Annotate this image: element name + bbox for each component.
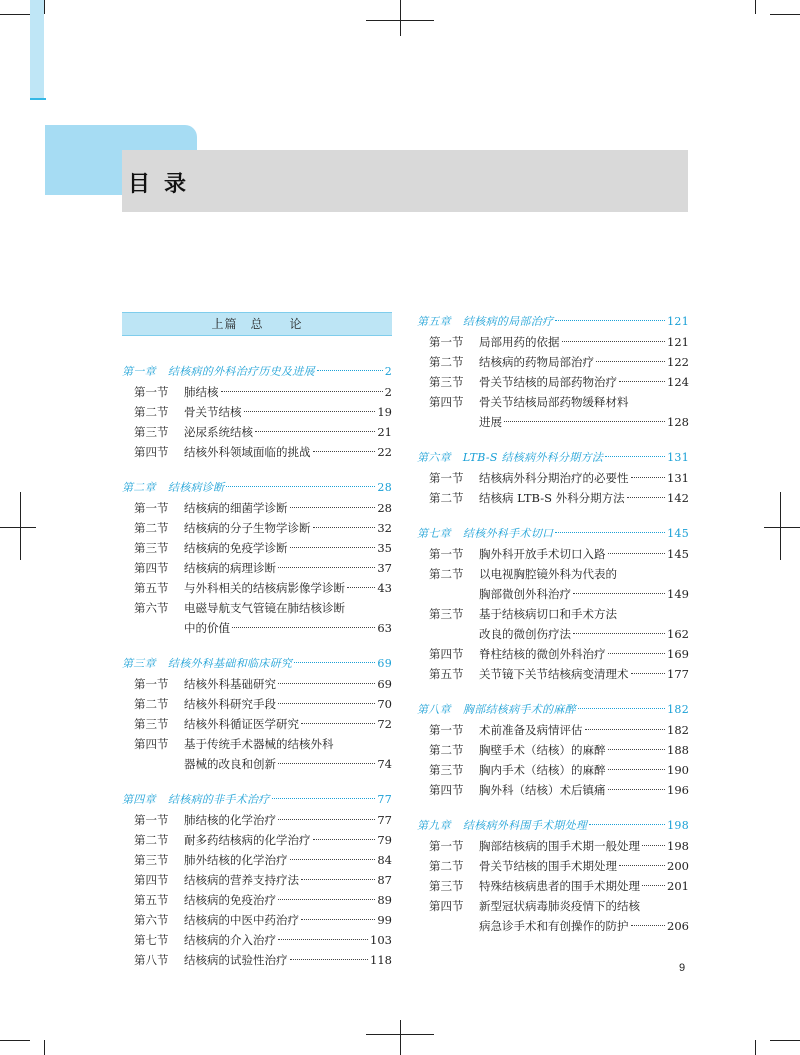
dot-leader xyxy=(278,939,368,940)
section-page: 32 xyxy=(377,521,392,535)
section-number: 第四节 xyxy=(134,873,169,887)
chapter-entry[interactable] xyxy=(417,448,689,468)
dot-leader xyxy=(290,547,376,548)
section-entry[interactable] xyxy=(122,890,392,910)
section-title: 胸内手术（结核）的麻醉 xyxy=(479,763,606,777)
section-title: 结核病的细菌学诊断 xyxy=(184,501,288,515)
chapter-title: 结核病外科围手术期处理 xyxy=(462,819,588,832)
section-entry[interactable] xyxy=(417,876,689,896)
chapter-number: 第三章 xyxy=(122,657,156,670)
dot-leader xyxy=(290,507,376,508)
section-page: 190 xyxy=(667,763,689,777)
dot-leader xyxy=(313,451,376,452)
dot-leader xyxy=(278,683,375,684)
section-title-continued: 器械的改良和创新 xyxy=(184,757,276,771)
section-title: 结核病的免疫治疗 xyxy=(184,893,276,907)
dot-leader xyxy=(585,729,666,730)
chapter-page: 198 xyxy=(667,819,689,832)
section-number: 第二节 xyxy=(134,697,169,711)
crop-mark xyxy=(44,0,45,14)
dot-leader xyxy=(290,959,369,960)
section-title-continued: 胸部微创外科治疗 xyxy=(479,587,571,601)
section-number: 第三节 xyxy=(429,763,464,777)
section-number: 第四节 xyxy=(134,737,169,751)
section-page: 21 xyxy=(377,425,392,439)
section-entry-continued[interactable] xyxy=(417,584,689,604)
section-number: 第四节 xyxy=(429,783,464,797)
chapter-block xyxy=(417,816,689,936)
section-page: 72 xyxy=(377,717,392,731)
section-title: 结核病的病理诊断 xyxy=(184,561,276,575)
crop-mark xyxy=(366,20,434,21)
section-page: 84 xyxy=(377,853,392,867)
section-title: 骨关节结核 xyxy=(184,405,242,419)
section-title: 结核外科领域面临的挑战 xyxy=(184,445,311,459)
section-number: 第二节 xyxy=(134,405,169,419)
section-page: 74 xyxy=(377,757,392,771)
section-entry[interactable] xyxy=(122,578,392,598)
section-number: 第三节 xyxy=(134,425,169,439)
section-title: 胸壁手术（结核）的麻醉 xyxy=(479,743,606,757)
section-title: 关节镜下关节结核病变清理术 xyxy=(479,667,629,681)
dot-leader xyxy=(631,673,666,674)
section-entry[interactable] xyxy=(417,488,689,508)
section-entry[interactable] xyxy=(122,598,392,618)
crop-mark xyxy=(0,527,36,528)
chapter-number: 第二章 xyxy=(122,481,156,494)
section-page: 188 xyxy=(667,743,689,757)
section-title: 特殊结核病患者的围手术期处理 xyxy=(479,879,640,893)
section-title: 基于传统手术器械的结核外科 xyxy=(184,737,334,751)
section-title: 骨关节结核局部药物缓释材料 xyxy=(479,395,629,409)
section-page: 69 xyxy=(377,677,392,691)
section-number: 第一节 xyxy=(134,385,169,399)
crop-mark xyxy=(400,1020,401,1055)
section-page: 200 xyxy=(667,859,689,873)
chapter-page: 2 xyxy=(384,365,392,378)
crop-mark xyxy=(366,1034,434,1035)
section-page: 87 xyxy=(377,873,392,887)
section-page: 89 xyxy=(377,893,392,907)
chapter-block xyxy=(417,312,689,432)
section-page: 122 xyxy=(667,355,689,369)
section-title: 基于结核病切口和手术方法 xyxy=(479,607,617,621)
crop-mark xyxy=(780,492,781,560)
section-entry[interactable] xyxy=(122,538,392,558)
toc-left-column xyxy=(122,312,392,986)
dot-leader xyxy=(278,819,375,820)
dot-leader xyxy=(290,859,376,860)
section-title: 结核病外科分期治疗的必要性 xyxy=(479,471,629,485)
section-entry[interactable] xyxy=(417,720,689,740)
section-title: 胸外科（结核）术后镇痛 xyxy=(479,783,606,797)
section-title-continued: 病急诊手术和有创操作的防护 xyxy=(479,919,629,933)
section-entry[interactable] xyxy=(417,760,689,780)
chapter-title: 结核病诊断 xyxy=(167,481,225,494)
section-number: 第四节 xyxy=(134,445,169,459)
section-number: 第三节 xyxy=(134,717,169,731)
section-page: 201 xyxy=(667,879,689,893)
crop-mark xyxy=(770,14,800,15)
dot-leader xyxy=(562,341,666,342)
section-number: 第一节 xyxy=(429,547,464,561)
dot-leader xyxy=(232,627,375,628)
section-number: 第三节 xyxy=(429,879,464,893)
dot-leader xyxy=(278,763,375,764)
page-number: 9 xyxy=(679,962,686,974)
dot-leader xyxy=(596,361,665,362)
chapter-entry[interactable] xyxy=(417,700,689,720)
section-number: 第四节 xyxy=(429,647,464,661)
section-entry-continued[interactable] xyxy=(122,754,392,774)
section-entry[interactable] xyxy=(122,694,392,714)
dot-leader xyxy=(278,703,375,704)
chapter-entry[interactable] xyxy=(417,312,689,332)
section-title: 结核病的分子生物学诊断 xyxy=(184,521,311,535)
dot-leader xyxy=(642,845,665,846)
section-number: 第三节 xyxy=(134,541,169,555)
dot-leader xyxy=(589,824,665,825)
dot-leader xyxy=(317,370,383,371)
dot-leader xyxy=(313,839,376,840)
crop-mark xyxy=(770,1040,800,1041)
dot-leader xyxy=(627,497,665,498)
section-page: 149 xyxy=(667,587,689,601)
dot-leader xyxy=(619,865,665,866)
section-number: 第二节 xyxy=(429,859,464,873)
section-page: 43 xyxy=(377,581,392,595)
dot-leader xyxy=(608,553,666,554)
section-title: 结核病的试验性治疗 xyxy=(184,953,288,967)
section-entry[interactable] xyxy=(122,870,392,890)
dot-leader xyxy=(294,662,375,663)
crop-mark xyxy=(44,1040,45,1055)
section-entry[interactable] xyxy=(417,604,689,624)
section-page: 128 xyxy=(667,415,689,429)
chapter-entry[interactable] xyxy=(122,362,392,382)
crop-mark xyxy=(400,0,401,36)
section-number: 第二节 xyxy=(429,491,464,505)
chapter-block xyxy=(417,448,689,508)
chapter-number: 第六章 xyxy=(417,451,451,464)
dot-leader xyxy=(301,879,375,880)
section-page: 35 xyxy=(377,541,392,555)
section-title: 电磁导航支气管镜在肺结核诊断 xyxy=(184,601,345,615)
chapter-entry[interactable] xyxy=(122,654,392,674)
chapter-block xyxy=(122,362,392,462)
chapter-entry[interactable] xyxy=(417,524,689,544)
chapter-page: 145 xyxy=(667,527,689,540)
section-page: 198 xyxy=(667,839,689,853)
section-title: 胸部结核病的围手术期一般处理 xyxy=(479,839,640,853)
section-title-continued: 进展 xyxy=(479,415,502,429)
section-entry-continued[interactable] xyxy=(417,412,689,432)
chapter-entry[interactable] xyxy=(417,816,689,836)
dot-leader xyxy=(608,769,666,770)
chapter-block xyxy=(417,700,689,800)
section-number: 第七节 xyxy=(134,933,169,947)
section-title: 肺结核 xyxy=(184,385,219,399)
section-entry[interactable] xyxy=(417,352,689,372)
section-entry[interactable] xyxy=(417,392,689,412)
section-number: 第三节 xyxy=(429,607,464,621)
toc-right-column xyxy=(417,312,689,952)
dot-leader xyxy=(573,593,665,594)
section-entry[interactable] xyxy=(122,850,392,870)
chapter-title: LTB-S 结核病外科分期方法 xyxy=(462,451,604,464)
section-title: 肺结核的化学治疗 xyxy=(184,813,276,827)
chapter-entry[interactable] xyxy=(122,478,392,498)
section-title: 结核外科基础研究 xyxy=(184,677,276,691)
chapter-title: 结核病的局部治疗 xyxy=(462,315,554,328)
chapter-title: 结核病的非手术治疗 xyxy=(167,793,270,806)
chapter-page: 121 xyxy=(667,315,689,328)
section-title: 结核病 LTB-S 外科分期方法 xyxy=(479,491,625,505)
section-page: 79 xyxy=(377,833,392,847)
section-page: 19 xyxy=(377,405,392,419)
section-page: 131 xyxy=(667,471,689,485)
dot-leader xyxy=(555,532,665,533)
section-number: 第二节 xyxy=(134,833,169,847)
section-title: 泌尿系统结核 xyxy=(184,425,253,439)
dot-leader xyxy=(313,527,376,528)
section-number: 第一节 xyxy=(429,335,464,349)
section-entry[interactable] xyxy=(417,468,689,488)
chapter-block xyxy=(417,524,689,684)
dot-leader xyxy=(642,885,665,886)
dot-leader xyxy=(605,456,665,457)
section-title: 结核病的中医中药治疗 xyxy=(184,913,299,927)
section-entry[interactable] xyxy=(417,332,689,352)
section-number: 第三节 xyxy=(134,853,169,867)
chapter-title: 结核外科手术切口 xyxy=(462,527,554,540)
section-title: 结核病的药物局部治疗 xyxy=(479,355,594,369)
dot-leader xyxy=(226,486,375,487)
section-page: 2 xyxy=(384,385,392,399)
section-page: 118 xyxy=(370,953,392,967)
section-page: 142 xyxy=(667,491,689,505)
section-title: 结核外科研究手段 xyxy=(184,697,276,711)
chapter-block xyxy=(122,654,392,774)
section-entry[interactable] xyxy=(122,910,392,930)
section-entry[interactable] xyxy=(122,382,392,402)
section-title: 骨关节结核的局部药物治疗 xyxy=(479,375,617,389)
section-entry[interactable] xyxy=(122,830,392,850)
section-page: 169 xyxy=(667,647,689,661)
chapter-title: 结核外科基础和临床研究 xyxy=(167,657,293,670)
dot-leader xyxy=(347,587,375,588)
decorative-strip-edge xyxy=(30,98,46,100)
section-number: 第一节 xyxy=(429,723,464,737)
section-entry-continued[interactable] xyxy=(122,618,392,638)
chapter-page: 77 xyxy=(377,793,392,806)
section-page: 196 xyxy=(667,783,689,797)
chapter-title: 胸部结核病手术的麻醉 xyxy=(462,703,576,716)
section-page: 77 xyxy=(377,813,392,827)
section-number: 第四节 xyxy=(429,899,464,913)
section-page: 28 xyxy=(377,501,392,515)
chapter-number: 第八章 xyxy=(417,703,451,716)
dot-leader xyxy=(555,320,665,321)
dot-leader xyxy=(631,477,666,478)
section-number: 第一节 xyxy=(134,813,169,827)
section-entry[interactable] xyxy=(122,402,392,422)
section-title: 新型冠状病毒肺炎疫情下的结核 xyxy=(479,899,640,913)
section-page: 162 xyxy=(667,627,689,641)
section-title: 以电视胸腔镜外科为代表的 xyxy=(479,567,617,581)
section-entry[interactable] xyxy=(122,930,392,950)
chapter-number: 第五章 xyxy=(417,315,451,328)
section-entry[interactable] xyxy=(417,664,689,684)
section-page: 22 xyxy=(377,445,392,459)
chapter-title: 结核病的外科治疗历史及进展 xyxy=(167,365,315,378)
section-page: 70 xyxy=(377,697,392,711)
section-number: 第一节 xyxy=(429,839,464,853)
section-entry[interactable] xyxy=(122,422,392,442)
dot-leader xyxy=(272,798,376,799)
section-number: 第一节 xyxy=(429,471,464,485)
section-entry[interactable] xyxy=(122,714,392,734)
section-number: 第六节 xyxy=(134,913,169,927)
section-number: 第四节 xyxy=(134,561,169,575)
crop-mark xyxy=(764,527,800,528)
dot-leader xyxy=(578,708,665,709)
section-number: 第二节 xyxy=(134,521,169,535)
dot-leader xyxy=(301,723,375,724)
chapter-list xyxy=(122,362,392,970)
section-page: 177 xyxy=(667,667,689,681)
section-number: 第六节 xyxy=(134,601,169,615)
section-number: 第五节 xyxy=(429,667,464,681)
section-title: 与外科相关的结核病影像学诊断 xyxy=(184,581,345,595)
section-entry[interactable] xyxy=(122,734,392,754)
section-title: 结核病的营养支持疗法 xyxy=(184,873,299,887)
crop-mark xyxy=(755,0,756,14)
part-heading: 上篇 总 论 xyxy=(122,312,392,336)
dot-leader xyxy=(255,431,375,432)
chapter-number: 第七章 xyxy=(417,527,451,540)
chapter-page: 28 xyxy=(377,481,392,494)
section-title: 结核外科循证医学研究 xyxy=(184,717,299,731)
section-page: 182 xyxy=(667,723,689,737)
section-number: 第三节 xyxy=(429,375,464,389)
section-entry[interactable] xyxy=(122,518,392,538)
section-number: 第八节 xyxy=(134,953,169,967)
chapter-page: 69 xyxy=(377,657,392,670)
chapter-number: 第一章 xyxy=(122,365,156,378)
section-title-continued: 中的价值 xyxy=(184,621,230,635)
chapter-number: 第四章 xyxy=(122,793,156,806)
section-number: 第二节 xyxy=(429,355,464,369)
dot-leader xyxy=(619,381,665,382)
section-entry[interactable] xyxy=(417,780,689,800)
section-title: 肺外结核的化学治疗 xyxy=(184,853,288,867)
section-number: 第二节 xyxy=(429,567,464,581)
section-page: 63 xyxy=(377,621,392,635)
page-title: 目录 xyxy=(128,172,201,197)
section-entry-continued[interactable] xyxy=(417,916,689,936)
section-entry[interactable] xyxy=(417,836,689,856)
section-title: 结核病的介入治疗 xyxy=(184,933,276,947)
section-page: 206 xyxy=(667,919,689,933)
section-entry[interactable] xyxy=(417,856,689,876)
section-title: 脊柱结核的微创外科治疗 xyxy=(479,647,606,661)
section-number: 第二节 xyxy=(429,743,464,757)
section-number: 第一节 xyxy=(134,501,169,515)
section-entry[interactable] xyxy=(417,372,689,392)
dot-leader xyxy=(608,653,666,654)
section-entry[interactable] xyxy=(122,498,392,518)
section-number: 第一节 xyxy=(134,677,169,691)
section-page: 145 xyxy=(667,547,689,561)
crop-mark xyxy=(0,14,30,15)
dot-leader xyxy=(278,567,375,568)
section-page: 103 xyxy=(370,933,392,947)
section-number: 第四节 xyxy=(429,395,464,409)
decorative-strip xyxy=(30,0,44,100)
section-entry[interactable] xyxy=(417,644,689,664)
crop-mark xyxy=(20,492,21,560)
section-title: 结核病的免疫学诊断 xyxy=(184,541,288,555)
section-number: 第五节 xyxy=(134,893,169,907)
section-entry[interactable] xyxy=(417,564,689,584)
section-entry[interactable] xyxy=(122,558,392,578)
dot-leader xyxy=(608,749,666,750)
section-entry[interactable] xyxy=(417,896,689,916)
section-entry[interactable] xyxy=(122,950,392,970)
dot-leader xyxy=(504,421,665,422)
section-title: 胸外科开放手术切口入路 xyxy=(479,547,606,561)
dot-leader xyxy=(631,925,666,926)
section-entry[interactable] xyxy=(122,442,392,462)
section-title: 耐多药结核病的化学治疗 xyxy=(184,833,311,847)
section-entry[interactable] xyxy=(122,674,392,694)
section-entry[interactable] xyxy=(417,740,689,760)
dot-leader xyxy=(221,391,383,392)
chapter-entry[interactable] xyxy=(122,790,392,810)
section-entry[interactable] xyxy=(417,544,689,564)
dot-leader xyxy=(301,919,375,920)
section-title-continued: 改良的微创伤疗法 xyxy=(479,627,571,641)
dot-leader xyxy=(244,411,376,412)
crop-mark xyxy=(0,1040,30,1041)
section-page: 124 xyxy=(667,375,689,389)
dot-leader xyxy=(278,899,375,900)
section-title: 局部用药的依据 xyxy=(479,335,560,349)
chapter-page: 131 xyxy=(667,451,689,464)
chapter-list xyxy=(417,312,689,936)
section-page: 99 xyxy=(377,913,392,927)
chapter-number: 第九章 xyxy=(417,819,451,832)
chapter-block xyxy=(122,790,392,970)
chapter-block xyxy=(122,478,392,638)
title-banner xyxy=(122,150,688,212)
dot-leader xyxy=(573,633,665,634)
section-title: 术前准备及病情评估 xyxy=(479,723,583,737)
dot-leader xyxy=(608,789,666,790)
section-title: 骨关节结核的围手术期处理 xyxy=(479,859,617,873)
section-entry[interactable] xyxy=(122,810,392,830)
chapter-page: 182 xyxy=(667,703,689,716)
crop-mark xyxy=(755,1040,756,1055)
section-number: 第五节 xyxy=(134,581,169,595)
section-page: 121 xyxy=(667,335,689,349)
section-page: 37 xyxy=(377,561,392,575)
section-entry-continued[interactable] xyxy=(417,624,689,644)
